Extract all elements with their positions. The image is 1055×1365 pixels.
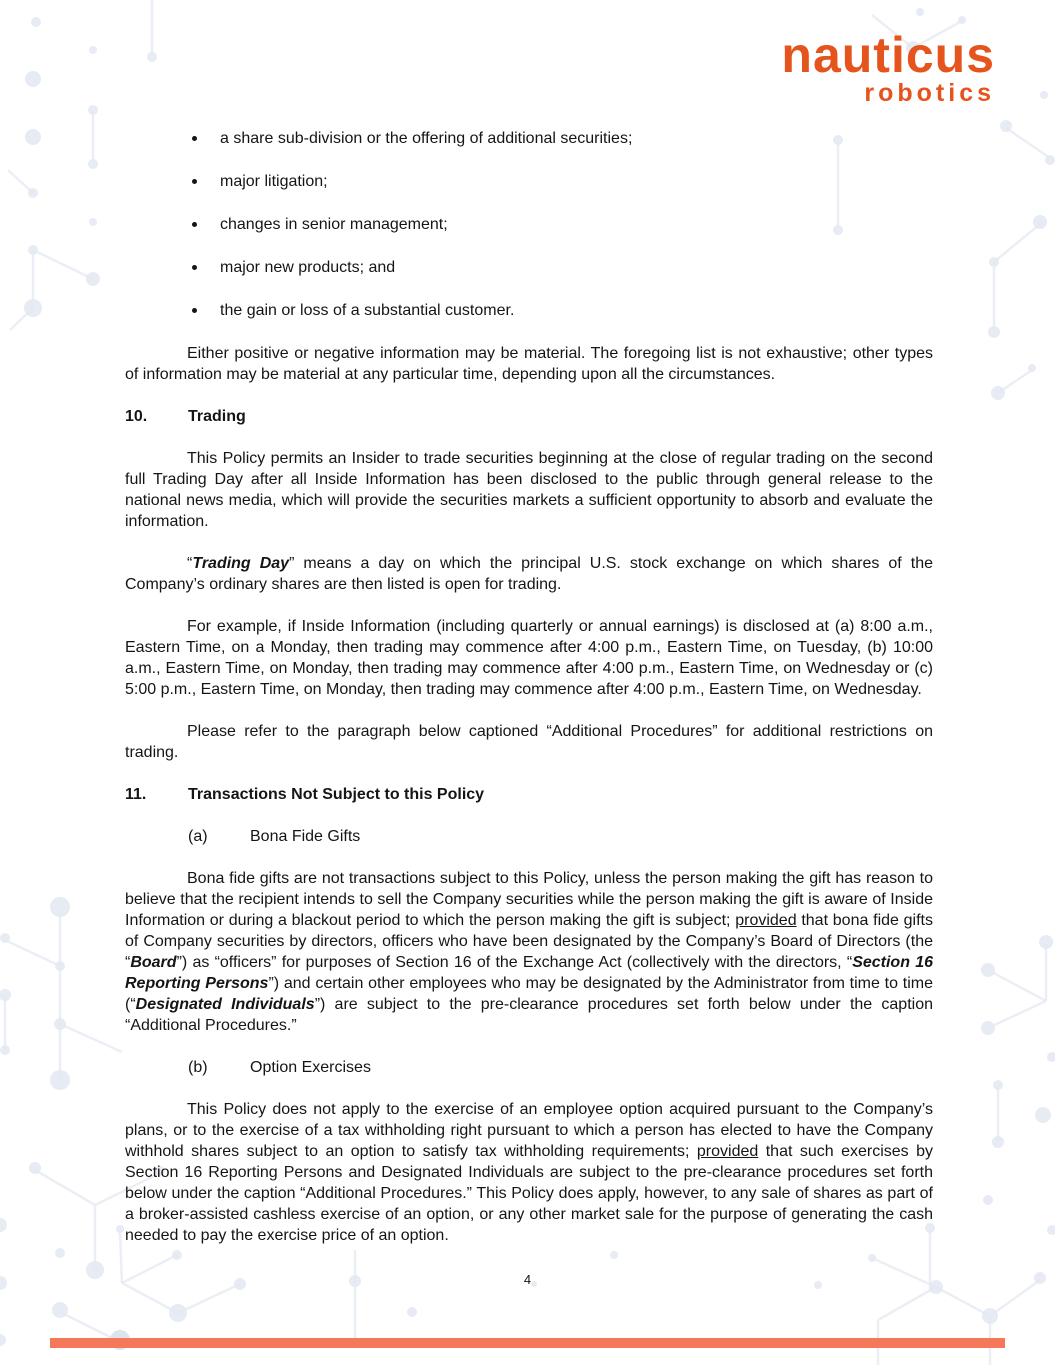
bullet-list (125, 128, 933, 321)
section-heading-11 (125, 784, 933, 805)
text-run: ”) are subject to the pre-clearance procedures set forth below under the caption “Additional Procedures.” (125, 996, 934, 1034)
text-run: Bona fide gifts are not transactions subject to this Policy, unless the person making the gift has reason to believe that the recipient intends to sell the Company securities while the person making the gift is aware of Inside Information or during a blackout period to which the person making the gift is subject; (125, 870, 933, 929)
subsection-heading-b (125, 1057, 933, 1078)
text-run: Section 16 Reporting Persons (125, 954, 934, 992)
bullet-item: major litigation; (125, 171, 933, 192)
bullet-item: the gain or loss of a substantial customer. (125, 300, 933, 321)
section-title: Transactions Not Subject to this Policy (188, 786, 485, 803)
section-number: 10. (125, 408, 148, 425)
bullet-item: changes in senior management; (125, 214, 933, 235)
text-run: ” means a day on which the principal U.S. stock exchange on which shares of the Company’s ordinary shares are then listed is open for trading. (125, 555, 934, 593)
section-title: Trading (188, 408, 246, 425)
para-option-exercises (125, 1099, 933, 1246)
text-run: ”) as “officers” for purposes of Section 16 of the Exchange Act (collectively with the directors, “ (176, 954, 853, 971)
subsection-number: (a) (188, 828, 208, 845)
subsection-title: Option Exercises (250, 1059, 371, 1076)
footer-accent-bar (50, 1338, 1005, 1348)
subsection-heading-a (125, 826, 933, 847)
text-run: Designated Individuals (135, 996, 315, 1013)
text-run: ”) and certain other employees who may be designated by the Administrator from time to time (“ (125, 975, 933, 1013)
text-run: provided (735, 912, 797, 929)
subsection-number: (b) (188, 1059, 208, 1076)
text-run: Board (130, 954, 177, 971)
para-trading-day-definition (125, 553, 933, 595)
page-number: 4 (523, 1272, 532, 1287)
text-run: Trading Day (192, 555, 290, 572)
text-run: This Policy does not apply to the exercise of an employee option acquired pursuant to the Company’s plans, or to the exercise of a tax withholding right pursuant to which a person has elected to have the Company withhold shares subject to an option to satisfy tax withholding requirements; (125, 1101, 933, 1160)
para-materiality: Either positive or negative information may be material. The foregoing list is not exhaustive; other types of information may be material at any particular time, depending upon all the circumstances. (125, 345, 933, 383)
para-trading-permits: This Policy permits an Insider to trade securities beginning at the close of regular trading on the second full Trading Day after all Inside Information has been disclosed to the public through general release to the national news media, which will provide the securities markets a sufficient opportunity to absorb and evaluate the information. (125, 450, 933, 530)
logo-subtitle: robotics (864, 79, 995, 107)
para-bona-fide-gifts (125, 868, 933, 1036)
text-run: provided (696, 1143, 759, 1160)
subsection-title: Bona Fide Gifts (250, 828, 361, 845)
para-example: For example, if Inside Information (including quarterly or annual earnings) is disclosed at (a) 8:00 a.m., Eastern Time, on a Monday, then trading may commence after 4:00 p.m., Eastern Time, on Tuesday, (b) 10:00 a.m., Eastern Time, on Monday, then trading may commence after 4:00 p.m., Eastern Time, on Wednesday or (c) 5:00 p.m., Eastern Time, on Monday, then trading may commence after 4:00 p.m., Eastern Time, on Wednesday. (125, 618, 933, 698)
para-please-refer: Please refer to the paragraph below captioned “Additional Procedures” for additional restrictions on trading. (125, 723, 933, 761)
bullet-item: a share sub-division or the offering of additional securities; (125, 128, 933, 149)
bullet-item: major new products; and (125, 257, 933, 278)
text-run: that such exercises by Section 16 Reporting Persons and Designated Individuals are subject to the pre-clearance procedures set forth below under the caption “Additional Procedures.” This Policy does apply, however, to any sale of shares as part of a broker-assisted cashless exercise of an option, or any other market sale for the purpose of generating the cash needed to pay the exercise price of an option. (125, 1143, 933, 1244)
logo (781, 27, 995, 107)
section-heading-10 (125, 406, 933, 427)
logo-wordmark: nauticus (781, 27, 995, 83)
text-run: that bona fide gifts of Company securities by directors, officers who have been designated by the Company’s Board of Directors (the “ (125, 912, 934, 971)
text-run: “ (187, 555, 193, 572)
section-number: 11. (125, 786, 147, 803)
